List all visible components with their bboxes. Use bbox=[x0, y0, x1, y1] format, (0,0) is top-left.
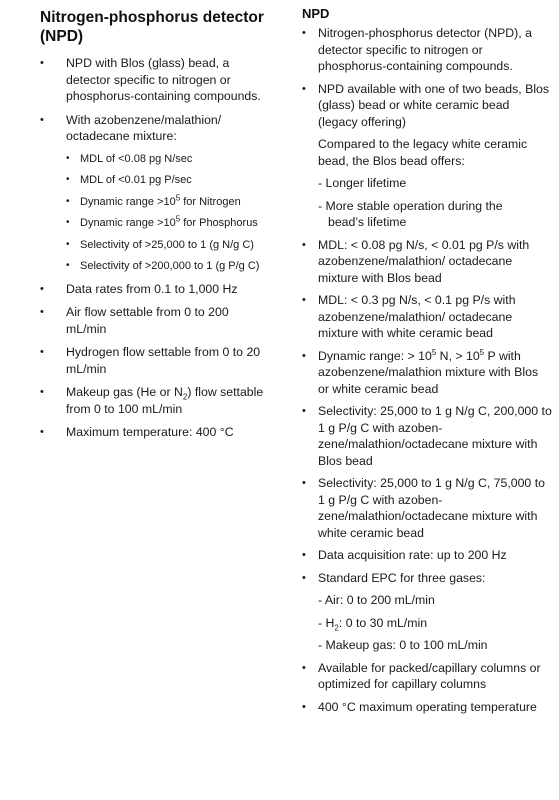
list-item: • Maximum temperature: 400 °C bbox=[40, 424, 270, 441]
text: N, > 10 bbox=[436, 348, 480, 363]
text: Dynamic range >10 bbox=[80, 195, 176, 208]
list-item bbox=[302, 570, 552, 654]
text: ) flow settable from 0 to 100 mL/min bbox=[66, 385, 264, 416]
sub-list-item: • MDL of <0.08 pg N/sec bbox=[66, 152, 270, 167]
list-item: • Data rates from 0.1 to 1,000 Hz bbox=[40, 281, 270, 298]
dash-item: - Longer lifetime bbox=[318, 176, 407, 190]
list-item: • MDL: < 0.08 pg N/s, < 0.01 pg P/s with azobenzene/malathion/ octadecane mixture with Blos bead bbox=[302, 237, 552, 287]
text: - H bbox=[318, 615, 335, 630]
superscript: 5 bbox=[175, 214, 181, 224]
offers-list bbox=[318, 175, 552, 231]
left-bullet-list bbox=[40, 55, 270, 441]
subscript: 2 bbox=[334, 622, 339, 632]
list-item bbox=[302, 81, 552, 231]
list-item bbox=[40, 384, 270, 417]
dash-item: - Makeup gas: 0 to 100 mL/min bbox=[318, 638, 488, 652]
list-item: • Hydrogen flow settable from 0 to 20 mL/min bbox=[40, 344, 270, 377]
text: - More stable operation during the bbox=[318, 198, 503, 213]
npd-title: NPD bbox=[302, 6, 330, 21]
list-item: • Selectivity: 25,000 to 1 g N/g C, 200,000 to 1 g P/g C with azoben-zene/malathion/octadecane mixture with Blos bead bbox=[302, 403, 552, 469]
text: Dynamic range >10 bbox=[80, 217, 176, 229]
text-continuation: bead’s lifetime bbox=[328, 215, 407, 229]
list-item: • Selectivity: 25,000 to 1 g N/g C, 75,000 to 1 g P/g C with azoben-zene/malathion/octadecane mixture with white ceramic bead bbox=[302, 475, 552, 541]
list-item: • 400 °C maximum operating temperature bbox=[302, 699, 552, 716]
superscript: 5 bbox=[479, 347, 485, 357]
list-item: • NPD with Blos (glass) bead, a detector specific to nitrogen or phosphorus-containing compounds. bbox=[40, 55, 270, 105]
list-item: • Data acquisition rate: up to 200 Hz bbox=[302, 547, 552, 564]
mixture-sub-list bbox=[66, 152, 270, 274]
text: Makeup gas (He or N bbox=[66, 385, 183, 399]
superscript: 5 bbox=[175, 192, 181, 202]
text: Dynamic range: > 10 bbox=[318, 348, 432, 363]
gases-list bbox=[318, 592, 552, 654]
left-column bbox=[40, 8, 270, 448]
text: for Nitrogen bbox=[180, 195, 241, 208]
sub-list-item: • Selectivity of >25,000 to 1 (g N/g C) bbox=[66, 238, 270, 253]
sub-list-item bbox=[66, 216, 270, 231]
list-item bbox=[40, 112, 270, 274]
list-item: • Air flow settable from 0 to 200 mL/min bbox=[40, 304, 270, 337]
text: P with azobenzene/malathion mixture with Blos or white ceramic bead bbox=[318, 348, 539, 396]
text: : 0 to 30 mL/min bbox=[338, 615, 428, 630]
text: NPD available with one of two beads, Blos (glass) bead or white ceramic bead (legacy offering) bbox=[318, 81, 550, 129]
right-bullet-list bbox=[302, 25, 552, 715]
npd-section-title: Nitrogen-phosphorus detector (NPD) bbox=[40, 9, 264, 45]
text: for Phosphorus bbox=[180, 217, 258, 229]
list-item: • Nitrogen-phosphorus detector (NPD), a detector specific to nitrogen or phosphorus-containing compounds. bbox=[302, 25, 552, 75]
sub-list-item: • MDL of <0.01 pg P/sec bbox=[66, 173, 270, 188]
dash-item: - Air: 0 to 200 mL/min bbox=[318, 593, 435, 607]
superscript: 5 bbox=[431, 347, 437, 357]
subscript: 2 bbox=[182, 392, 188, 402]
mixture-intro: With azobenzene/malathion/ octadecane mixture: bbox=[66, 112, 222, 143]
compared-paragraph: Compared to the legacy white ceramic bead, the Blos bead offers: bbox=[318, 137, 528, 168]
sub-list-item bbox=[66, 192, 270, 210]
list-item: • Available for packed/capillary columns or optimized for capillary columns bbox=[302, 660, 552, 693]
list-item bbox=[302, 348, 552, 398]
list-item: • MDL: < 0.3 pg N/s, < 0.1 pg P/s with azobenzene/malathion/ octadecane mixture with white ceramic bead bbox=[302, 292, 552, 342]
dash-item bbox=[318, 198, 552, 231]
text: Standard EPC for three gases: bbox=[318, 570, 486, 585]
dash-item bbox=[318, 615, 552, 632]
right-column bbox=[302, 6, 552, 721]
sub-list-item: • Selectivity of >200,000 to 1 (g P/g C) bbox=[66, 259, 270, 274]
